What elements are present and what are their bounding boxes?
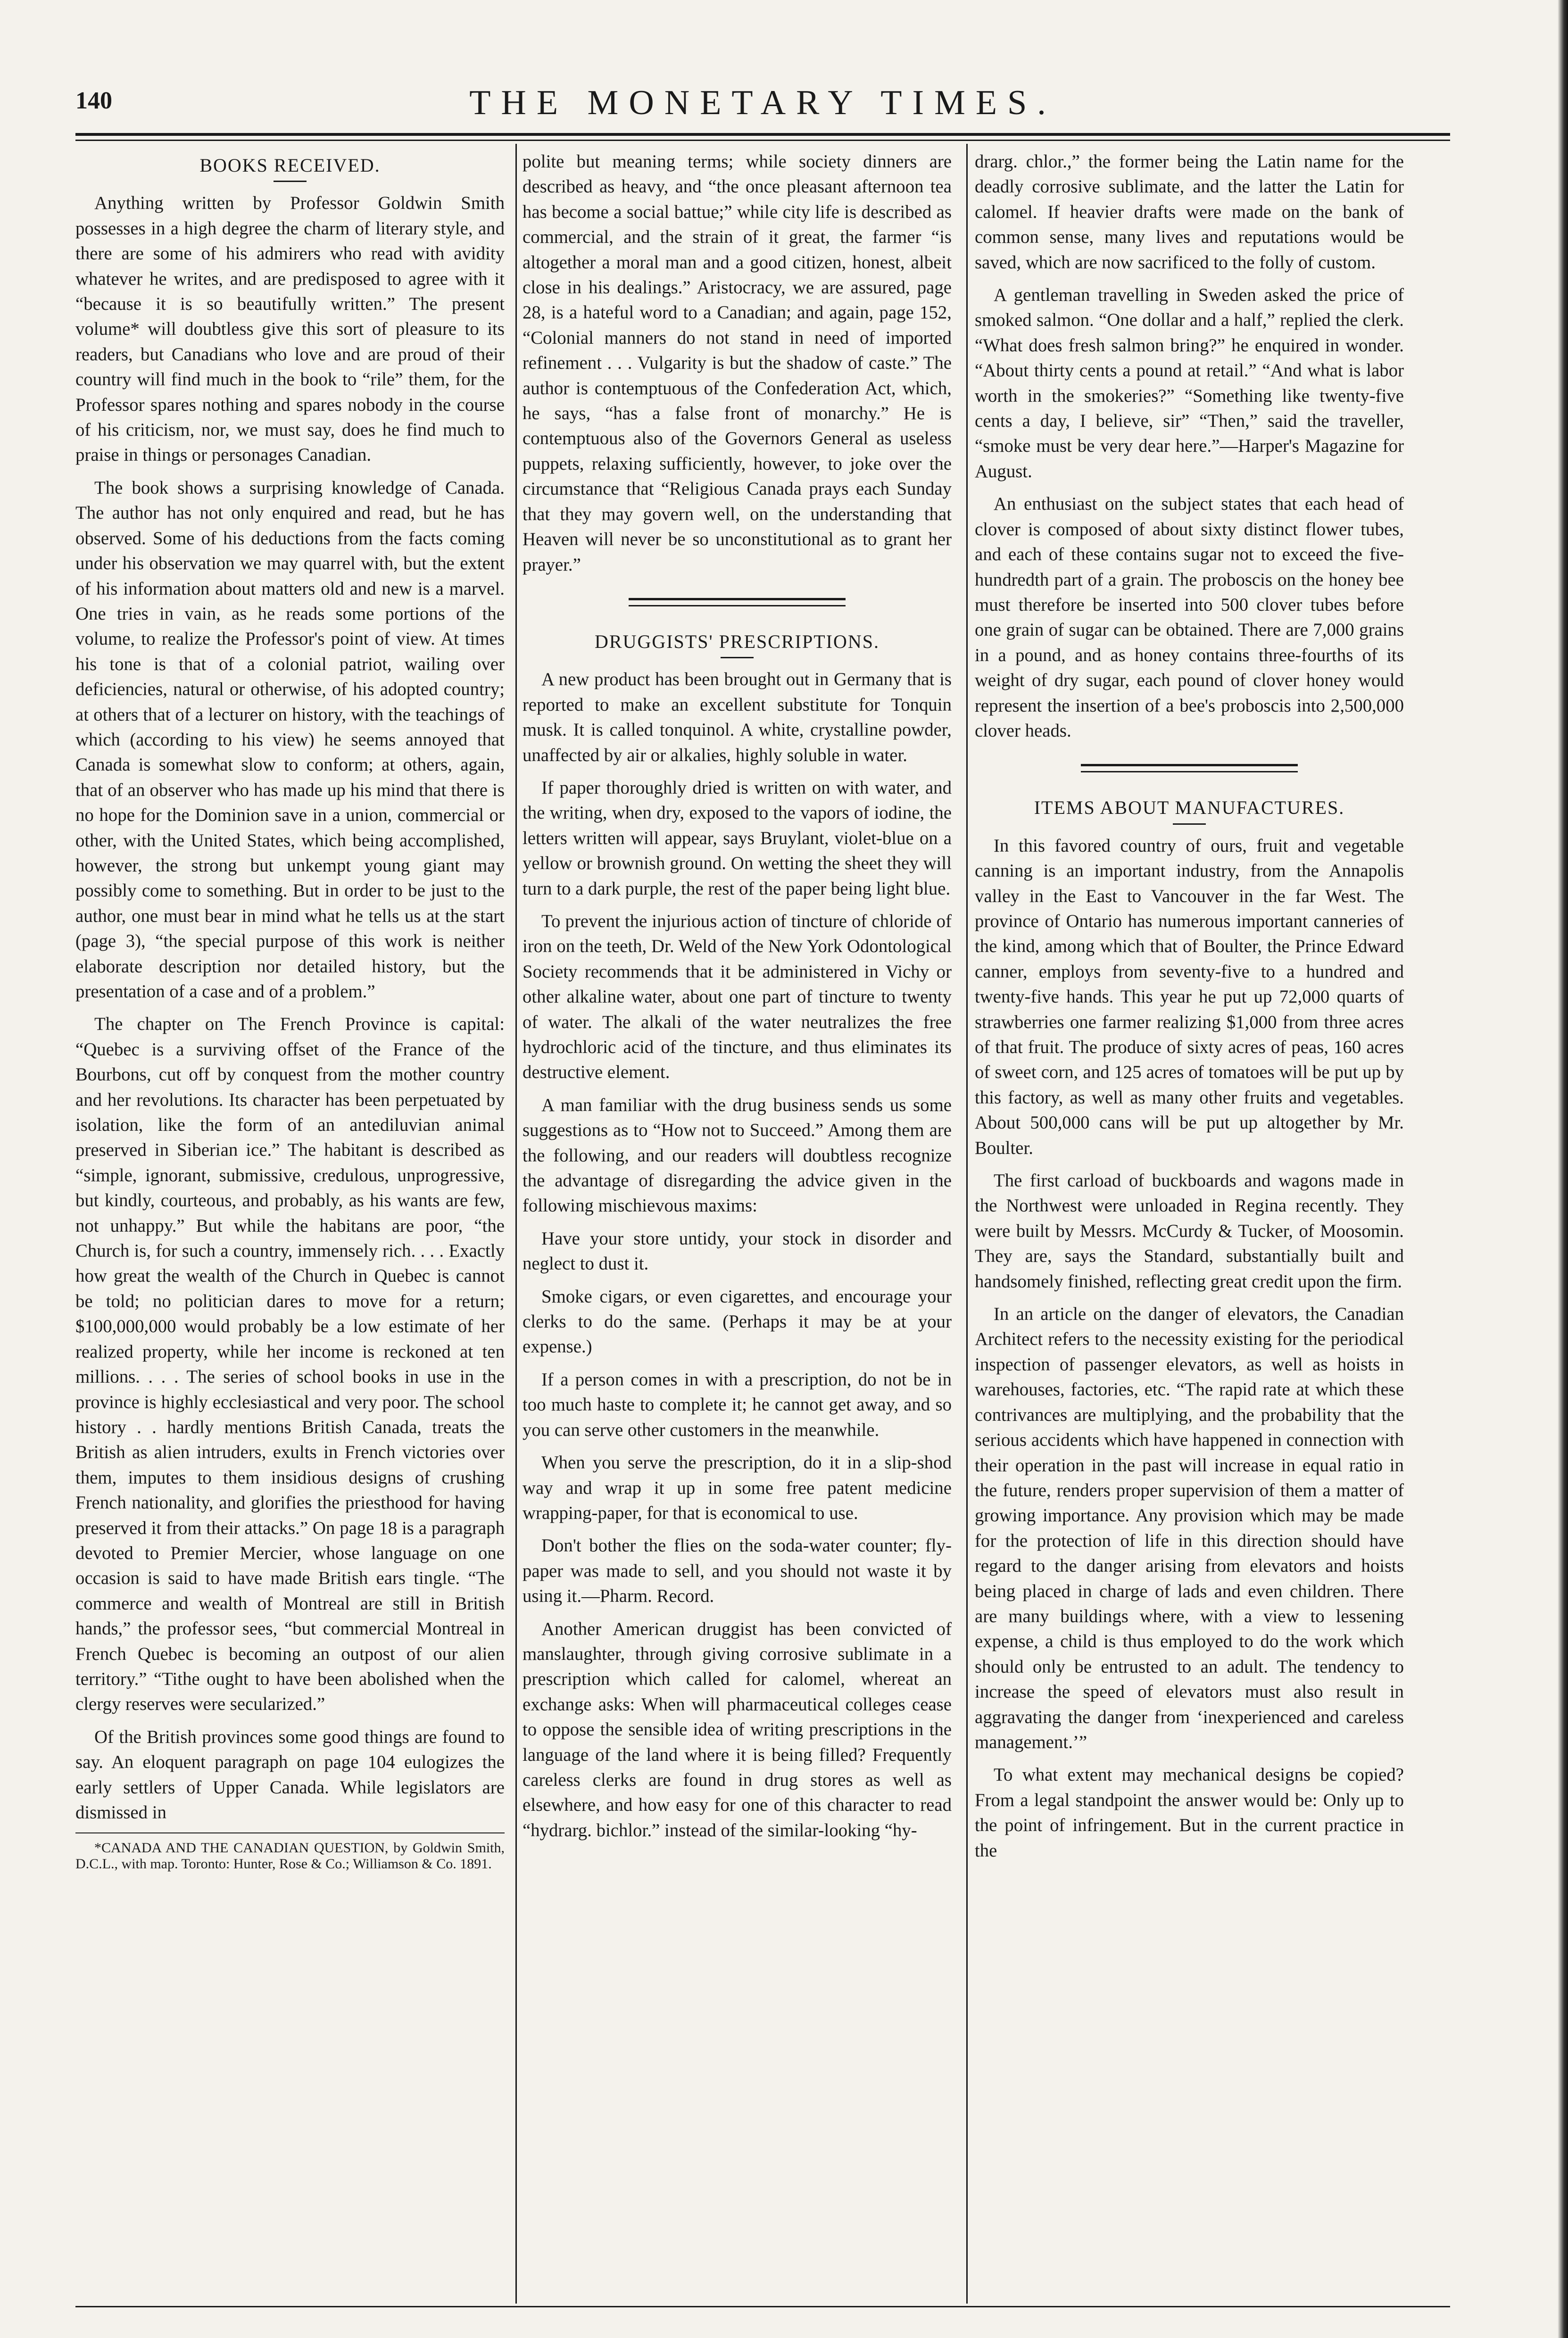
article-paragraph: Of the British provinces some good things are found to say. An eloquent paragraph on page 104 eulogizes the early settlers of Upper Canada. While legislators are dismissed in (75, 1726, 505, 1823)
section-heading: DRUGGISTS' PRESCRIPTIONS. (595, 630, 879, 652)
article-paragraph: When you serve the prescription, do it in a slip-shod way and wrap it up in some free patent medicine wrapping-paper, for that is economical to use. (523, 1452, 952, 1523)
article-paragraph: To prevent the injurious action of tincture of chloride of iron on the teeth, Dr. Weld of the New York Odontological Society recommends that it be administered in Vichy or other alkaline water, about one part of tincture to twenty of water. The alkali of the water neutralizes the free hydrochloric acid of the tincture, and thus eliminates its destructive element. (523, 911, 952, 1083)
article-paragraph: In an article on the danger of elevators, the Canadian Architect refers to the necessity existing for the periodical inspection of passenger elevators, as well as hoists in warehouses, factories, etc. “The rapid rate at which these contrivances are multiplying, and the probability that the serious accidents which have happened in connection with their operation in the past will increase in equal ratio in the future, renders proper supervision of them a matter of growing importance. Any provision which may be made for the protection of life in this direction should have regard to the danger arising from elevators and hoists being placed in charge of lads and even children. There are many buildings where, with a view to lessening expense, a child is thus employed to do the work which should only be entrusted to an adult. The tendency to increase the speed of elevators must also result in aggravating the danger from ‘inexperienced and careless management.’” (975, 1304, 1404, 1752)
column-3 (975, 149, 1404, 1871)
article-paragraph: If paper thoroughly dried is written on with water, and the writing, when dry, exposed to the vapors of iodine, the letters written will appear, says Bruylant, violet-blue on a yellow or brownish ground. On wetting the sheet they will turn to a dark purple, the rest of the paper being light blue. (523, 777, 952, 899)
page-edge-shadow (1558, 0, 1568, 2338)
continued-paragraph: drarg. chlor.,” the former being the Latin name for the deadly corrosive sublimate, and the latter the Latin for calomel. If heavier drafts were made on the bank of common sense, many lives and reputations would be saved, which are now sacrificed to the folly of custom. (975, 151, 1404, 273)
article-paragraph: Smoke cigars, or even cigarettes, and encourage your clerks to do the same. (Perhaps it may be at your expense.) (523, 1286, 952, 1357)
column-2 (523, 149, 952, 1850)
article-paragraph: The book shows a surprising knowledge of Canada. The author has not only enquired and read, but he has observed. Some of his deductions from the facts coming under his observation we may quarrel with, but the extent of his information about matters old and new is a marvel. One tries in vain, as he reads some portions of the volume, to realize the Professor's point of view. At times his tone is that of a colonial patriot, wailing over deficiencies, natural or otherwise, of his adopted country; at others that of a lecturer on history, with the teachings of which (according to his view) he seems annoyed that Canada is somewhat slow to conform; at others, again, that of an observer who has made up his mind that there is no hope for the Dominion save in a union, commercial or other, with the United States, which being accomplished, however, the strong but unkempt young giant may possibly come to something. But in order to be just to the author, one must bear in mind what he tells us at the start (page 3), “the special purpose of this work is neither elaborate description nor detailed history, but the presentation of a case and of a problem.” (75, 477, 505, 1002)
section-heading: ITEMS ABOUT MANUFACTURES. (1034, 797, 1345, 819)
article-paragraph: A man familiar with the drug business sends us some suggestions as to “How not to Succeed.” Among them are the following, and our readers will doubtless recognize the advantage of disregarding the advice given in the following mischievous maxims: (523, 1094, 952, 1216)
masthead (75, 83, 1450, 125)
column-separator (966, 144, 968, 2304)
section-heading: BOOKS RECEIVED. (199, 155, 381, 176)
continued-paragraph: polite but meaning terms; while society dinners are described as heavy, and “the once pleasant afternoon tea has become a social battue;” while city life is described as commercial, and the strain of it great, the farmer “is altogether a moral man and a good citizen, honest, albeit close in his dealings.” Aristocracy, we are assured, page 28, is a hateful word to a Canadian; and again, page 152, “Colonial manners do not stand in need of imported refinement . . . Vulgarity is but the shadow of caste.” The author is contemptuous of the Confederation Act, which, he says, “has a false front of monarchy.” He is contemptuous also of the Governors General as useless puppets, relaxing sufficiently, however, to joke over the circumstance that “Religious Canada prays each Sunday that they may govern well, on the understanding that Heaven will never be so unconstitutional as to grant her prayer.” (523, 151, 952, 575)
column-separator (515, 144, 517, 2304)
page-number: 140 (75, 87, 112, 114)
article-paragraph: The first carload of buckboards and wagons made in the Northwest were unloaded in Regina recently. They were built by Messrs. McCurdy & Tucker, of Moosomin. They are, says the Standard, substantially built and handsomely finished, reflecting great credit upon the firm. (975, 1170, 1404, 1292)
header-rule-thin (75, 140, 1450, 141)
article-paragraph: If a person comes in with a prescription, do not be in too much haste to complete it; he cannot get away, and so you can serve other customers in the meanwhile. (523, 1369, 952, 1440)
publication-title: THE MONETARY TIMES. (469, 83, 1056, 122)
column-1 (75, 149, 505, 1872)
article-paragraph: To what extent may mechanical designs be copied? From a legal standpoint the answer would be: Only up to the point of infringement. But in the current practice in the (975, 1765, 1404, 1861)
article-paragraph: A new product has been brought out in Germany that is reported to make an excellent substitute for Tonquin musk. It is called tonquinol. A white, crystalline powder, unaffected by air or alkalies, highly soluble in water. (523, 669, 952, 765)
heading-rule (274, 181, 307, 182)
article-paragraph: Don't bother the flies on the soda-water counter; fly-paper was made to sell, and you should not waste it by using it.—Pharm. Record. (523, 1535, 952, 1607)
section-divider (629, 598, 846, 606)
section-divider (1081, 764, 1298, 772)
heading-rule (721, 657, 754, 658)
footer-rule (75, 2306, 1450, 2307)
header-rule-thick (75, 133, 1450, 136)
article-paragraph: Have your store untidy, your stock in disorder and neglect to dust it. (523, 1228, 952, 1274)
article-paragraph: Another American druggist has been convicted of manslaughter, through giving corrosive sublimate in a prescription which called for calomel, whereat an exchange asks: When will pharmaceutical colleges cease to oppose the sensible idea of writing prescriptions in the language of the land where it is being filled? Frequently careless clerks are found in drug stores as well as elsewhere, and how easy for one of this character to read “hydrarg. bichlor.” instead of the similar-looking “hy- (523, 1618, 952, 1841)
footnote: *CANADA AND THE CANADIAN QUESTION, by Goldwin Smith, D.C.L., with map. Toronto: Hunter, Rose & Co.; Williamson & Co. 1891. (75, 1832, 505, 1872)
article-paragraph: In this favored country of ours, fruit and vegetable canning is an important industry, from the Annapolis valley in the East to Vancouver in the far West. The province of Ontario has numerous important canneries of the kind, among which that of Boulter, the Prince Edward canner, employs from seventy-five to a hundred and twenty-five hands. This year he put up 72,000 quarts of strawberries one farmer realizing $1,000 from three acres of that fruit. The produce of sixty acres of peas, 160 acres of sweet corn, and 125 acres of tomatoes will be put up by this factory, as well as many other fruits and vegetables. About 500,000 cans will be put up altogether by Mr. Boulter. (975, 835, 1404, 1158)
article-paragraph: The chapter on The French Province is capital: “Quebec is a surviving offset of the France of the Bourbons, cut off by conquest from the mother country and her revolutions. Its character has been perpetuated by isolation, like the form of an antediluvian animal preserved in Siberian ice.” The habitant is described as “simple, ignorant, submissive, credulous, unprogressive, but kindly, courteous, and probably, as his wants are few, not unhappy.” But while the habitans are poor, “the Church is, for such a country, immensely rich. . . . Exactly how great the wealth of the Church in Quebec is cannot be told; no politician dares to move for a return; $100,000,000 would probably be a low estimate of her realized property, while her income is reckoned at ten millions. . . . The series of school books in use in the province is highly ecclesiastical and very poor. The school history . . hardly mentions British Canada, treats the British as alien intruders, exults in French victories over them, imputes to them insidious designs of crushing French nationality, and glorifies the priesthood for having preserved it from their attacks.” On page 18 is a paragraph devoted to Premier Mercier, whose language on one occasion is said to have made British ears tingle. “The commerce and wealth of Montreal are still in British hands,” the professor sees, “but commercial Montreal in French Quebec is becoming an outpost of our alien territory.” “Tithe ought to have been abolished when the clergy reserves were secularized.” (75, 1014, 505, 1715)
heading-rule (1173, 823, 1206, 825)
article-paragraph: Anything written by Professor Goldwin Smith possesses in a high degree the charm of literary style, and there are some of his admirers who read with avidity whatever he writes, and are predisposed to agree with it “because it is so beautifully written.” The present volume* will doubtless give this sort of pleasure to its readers, but Canadians who love and are proud of their country will find much in the book to “rile” them, for the Professor spares nothing and spares nobody in the course of his criticism, nor, we must say, does he find much to praise in things or personages Canadian. (75, 193, 505, 465)
article-paragraph: A gentleman travelling in Sweden asked the price of smoked salmon. “One dollar and a half,” replied the clerk. “What does fresh salmon bring?” he enquired in wonder. “About thirty cents a pound at retail.” “And what is labor worth in the smokeries?” “Something like twenty-five cents a day, I believe, sir” “Then,” said the traveller, “smoke must be very dear here.”—Harper's Magazine for August. (975, 285, 1404, 481)
article-paragraph: An enthusiast on the subject states that each head of clover is composed of about sixty distinct flower tubes, and each of these contains sugar not to exceed the five-hundredth part of a grain. The proboscis on the honey bee must therefore be inserted into 500 clover tubes before one grain of sugar can be obtained. There are 7,000 grains in a pound, and as honey contains three-fourths of its weight of dry sugar, each pound of clover honey would represent the insertion of a bee's proboscis into 2,500,000 clover heads. (975, 494, 1404, 741)
